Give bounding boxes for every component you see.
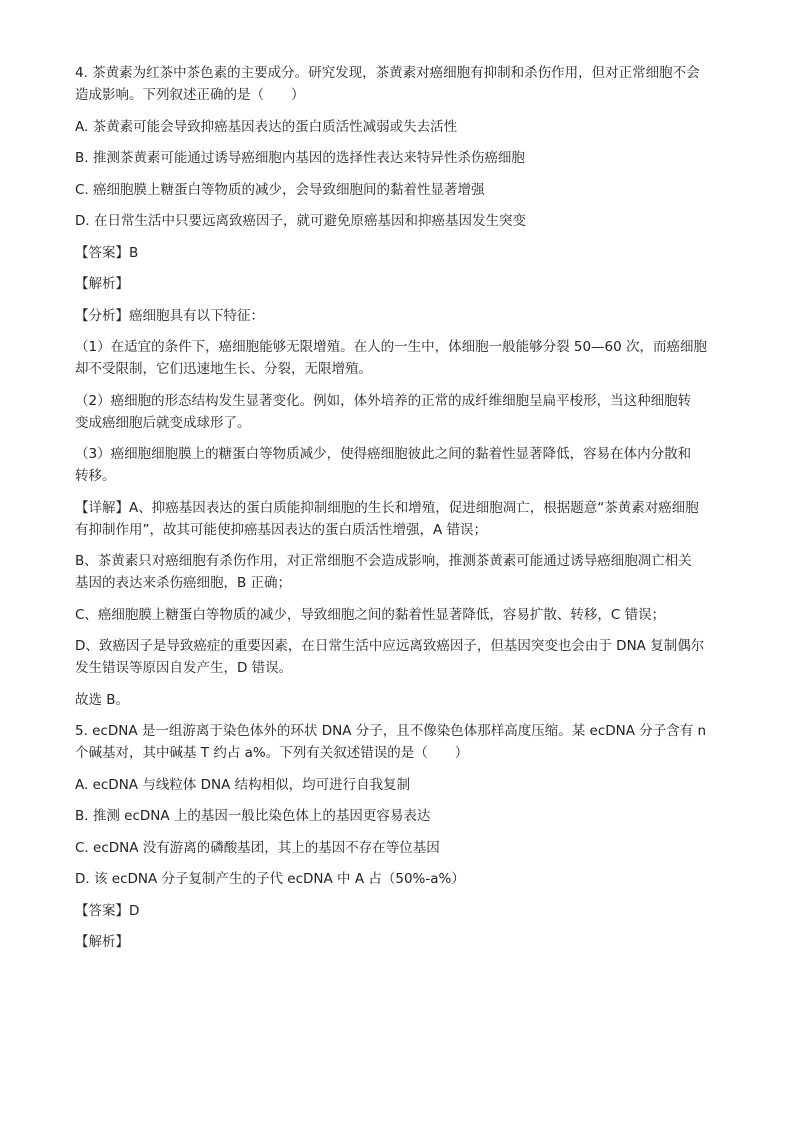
q4-option-b: B. 推测茶黄素可能通过诱导癌细胞内基因的选择性表达来特异性杀伤癌细胞 [75,150,525,166]
q4-analysis-heading: 【解析】 [75,276,129,292]
q4-detail-c: C、癌细胞膜上糖蛋白等物质的减少，导致细胞之间的黏着性显著降低，容易扩散、转移，C 错误； [75,606,666,623]
q4-point3-line1: （3）癌细胞细胞膜上的糖蛋白等物质减少，使得癌细胞彼此之间的黏着性显著降低，容易在体内分散和 [75,446,692,462]
q4-stem-line1: 4. 茶黄素为红茶中茶色素的主要成分。研究发现，茶黄素对癌细胞有抑制和杀伤作用，但对正常细胞不会 [75,65,700,81]
q4-point3-line2: 转移。 [75,468,116,484]
q4-detail-d-line2: 发生错误等原因自发产生，D 错误。 [75,660,293,676]
q4-conclusion: 故选 B。 [75,691,130,708]
q5-option-a: A. ecDNA 与线粒体 DNA 结构相似，均可进行自我复制 [75,776,411,793]
q5-answer: 【答案】D [75,902,140,919]
q4-option-d: D. 在日常生活中只要远离致癌因子，就可避免原癌基因和抑癌基因发生突变 [75,213,526,229]
q4-point1-line2: 却不受限制，它们迅速地生长、分裂，无限增殖。 [75,361,372,377]
q5-stem-line1: 5. ecDNA 是一组游离于染色体外的环状 DNA 分子，且不像染色体那样高度压缩。某 ecDNA 分子含有 n [75,723,707,739]
q4-detail-a-line2: 有抑制作用”，故其可能使抑癌基因表达的蛋白质活性增强，A 错误； [75,521,488,538]
q5-analysis-heading: 【解析】 [75,934,129,950]
q5-option-b: B. 推测 ecDNA 上的基因一般比染色体上的基因更容易表达 [75,808,431,824]
q4-detail-d-line1: D、致癌因子是导致癌症的重要因素，在日常生活中应远离致癌因子，但基因突变也会由于 DNA 复制偶尔 [75,638,705,654]
q4-detail-b-line2: 基因的表达来杀伤癌细胞，B 正确； [75,575,292,591]
q4-stem-line2: 造成影响。下列叙述正确的是（ ） [75,87,305,103]
q4-analysis-intro: 【分析】癌细胞具有以下特征： [75,307,264,324]
document-page [75,62,725,963]
q5-option-d: D. 该 ecDNA 分子复制产生的子代 ecDNA 中 A 占（50%-a%） [75,871,465,887]
q4-answer: 【答案】B [75,244,139,261]
q4-point1-line1: （1）在适宜的条件下，癌细胞能够无限增殖。在人的一生中，体细胞一般能够分裂 50—60 次，而癌细胞 [75,339,708,355]
q4-option-c: C. 癌细胞膜上糖蛋白等物质的减少，会导致细胞间的黏着性显著增强 [75,181,485,198]
q4-point2-line2: 变成癌细胞后就变成球形了。 [75,414,251,431]
q5-option-c: C. ecDNA 没有游离的磷酸基团，其上的基因不存在等位基因 [75,839,440,856]
q4-detail-b-line1: B、茶黄素只对癌细胞有杀伤作用，对正常细胞不会造成影响，推测茶黄素可能通过诱导癌细胞凋亡相关 [75,553,692,569]
q4-option-a: A. 茶黄素可能会导致抑癌基因表达的蛋白质活性减弱或失去活性 [75,118,458,135]
q4-detail-a-line1: 【详解】A、抑癌基因表达的蛋白质能抑制细胞的生长和增殖，促进细胞凋亡，根据题意“茶黄素对癌细胞 [75,499,699,516]
q5-stem-line2: 个碱基对，其中碱基 T 约占 a%。下列有关叙述错误的是（ ） [75,745,469,761]
q4-point2-line1: （2）癌细胞的形态结构发生显著变化。例如，体外培养的正常的成纤维细胞呈扁平梭形，当这种细胞转 [75,392,692,409]
